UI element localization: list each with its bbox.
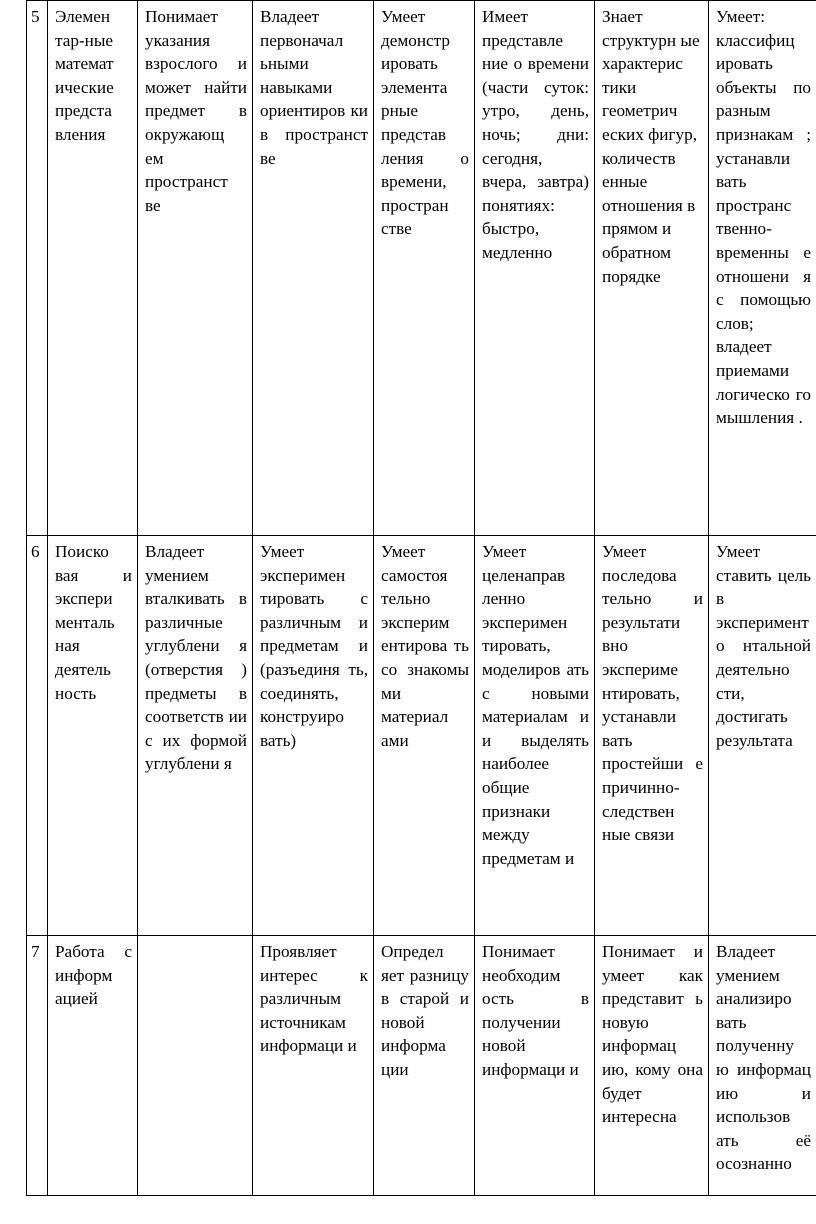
cell-text: Понимает указания взрослого и может найти предмет в окружающ ем пространст ве (145, 7, 247, 215)
table-cell (595, 1, 709, 536)
cell-text: Умеет целенаправ ленно эксперимен тировать, моделиров ать с новыми материалам и и выделять наиболее общие признаки между предметам и (482, 542, 589, 868)
table-cell (595, 936, 709, 1196)
cell-text: Владеет первоначал ьными навыками ориентиров ки в пространст ве (260, 7, 368, 168)
cell-text: Умеет ставить цель в эксперименто нтальной деятельно сти, достигать результата (716, 542, 811, 750)
cell-text: Умеет: классифиц ировать объекты по разным признакам ; устанавли вать пространс твенно-временны е отношени я с помощью слов; владеет приемами логическо го мышления . (716, 7, 811, 428)
table-cell (475, 536, 595, 936)
table-cell (709, 536, 816, 936)
table-cell (253, 936, 374, 1196)
cell-text: Имеет представле ние о времени (части суток: утро, день, ночь; дни: сегодня, вчера, завтра) понятиях: быстро, медленно (482, 7, 589, 262)
cell-text: Элемен тар-ные математ ические предста вления (55, 7, 114, 144)
area-title-cell (48, 536, 138, 936)
cell-text: Владеет умением вталкивать в различные углублени я (отверстия ) предметы в соответств ии с их формой углублени я (145, 542, 247, 774)
area-title-cell (48, 1, 138, 536)
table-cell (475, 1, 595, 536)
cell-text: Понимает и умеет как представит ь новую информац ию, кому она будет интересна (602, 942, 703, 1127)
table-cell (475, 936, 595, 1196)
cell-text: Проявляет интерес к различным источникам информаци и (260, 942, 368, 1056)
cell-text: Понимает необходим ость в получении новой информаци и (482, 942, 589, 1079)
competency-table (26, 0, 816, 1196)
table-cell (253, 536, 374, 936)
area-title-cell (48, 936, 138, 1196)
row-number: 6 (27, 536, 48, 936)
table-row (27, 1, 816, 536)
cell-text: Знает структурн ые характерис тики геометрич еских фигур, количеств енные отношения в прямом и обратном порядке (602, 7, 700, 286)
table-cell (374, 936, 475, 1196)
table-row (27, 936, 816, 1196)
table-cell (138, 1, 253, 536)
table-cell (138, 536, 253, 936)
cell-text: Владеет умением анализиро вать полученну ю информац ию и использов ать её осознанно (716, 942, 811, 1174)
row-number: 7 (27, 936, 48, 1196)
table-cell (709, 1, 816, 536)
cell-text: Умеет последова тельно и результати вно экспериме нтировать, устанавли вать простейши е причинно-следствен ные связи (602, 542, 703, 845)
row-number: 5 (27, 1, 48, 536)
table-cell (374, 1, 475, 536)
cell-text: Умеет демонстр ировать элемента рные представ ления о времени, простран стве (381, 7, 469, 239)
cell-text: Работа с информ ацией (55, 942, 132, 1009)
table-row (27, 536, 816, 936)
table-cell (253, 1, 374, 536)
table-cell (709, 936, 816, 1196)
table-cell (374, 536, 475, 936)
cell-text: Умеет эксперимен тировать с различным и предметам и (разъединя ть, соединять, конструиро вать) (260, 542, 368, 750)
cell-text: Определ яет разницу в старой и новой информа ции (381, 942, 469, 1079)
table-cell (138, 936, 253, 1196)
cell-text: Поиско вая и экспери менталь ная деятель ность (55, 542, 132, 703)
cell-text: Умеет самостоя тельно эксперим ентирова ть со знакомы ми материал ами (381, 542, 469, 750)
table-cell (595, 536, 709, 936)
